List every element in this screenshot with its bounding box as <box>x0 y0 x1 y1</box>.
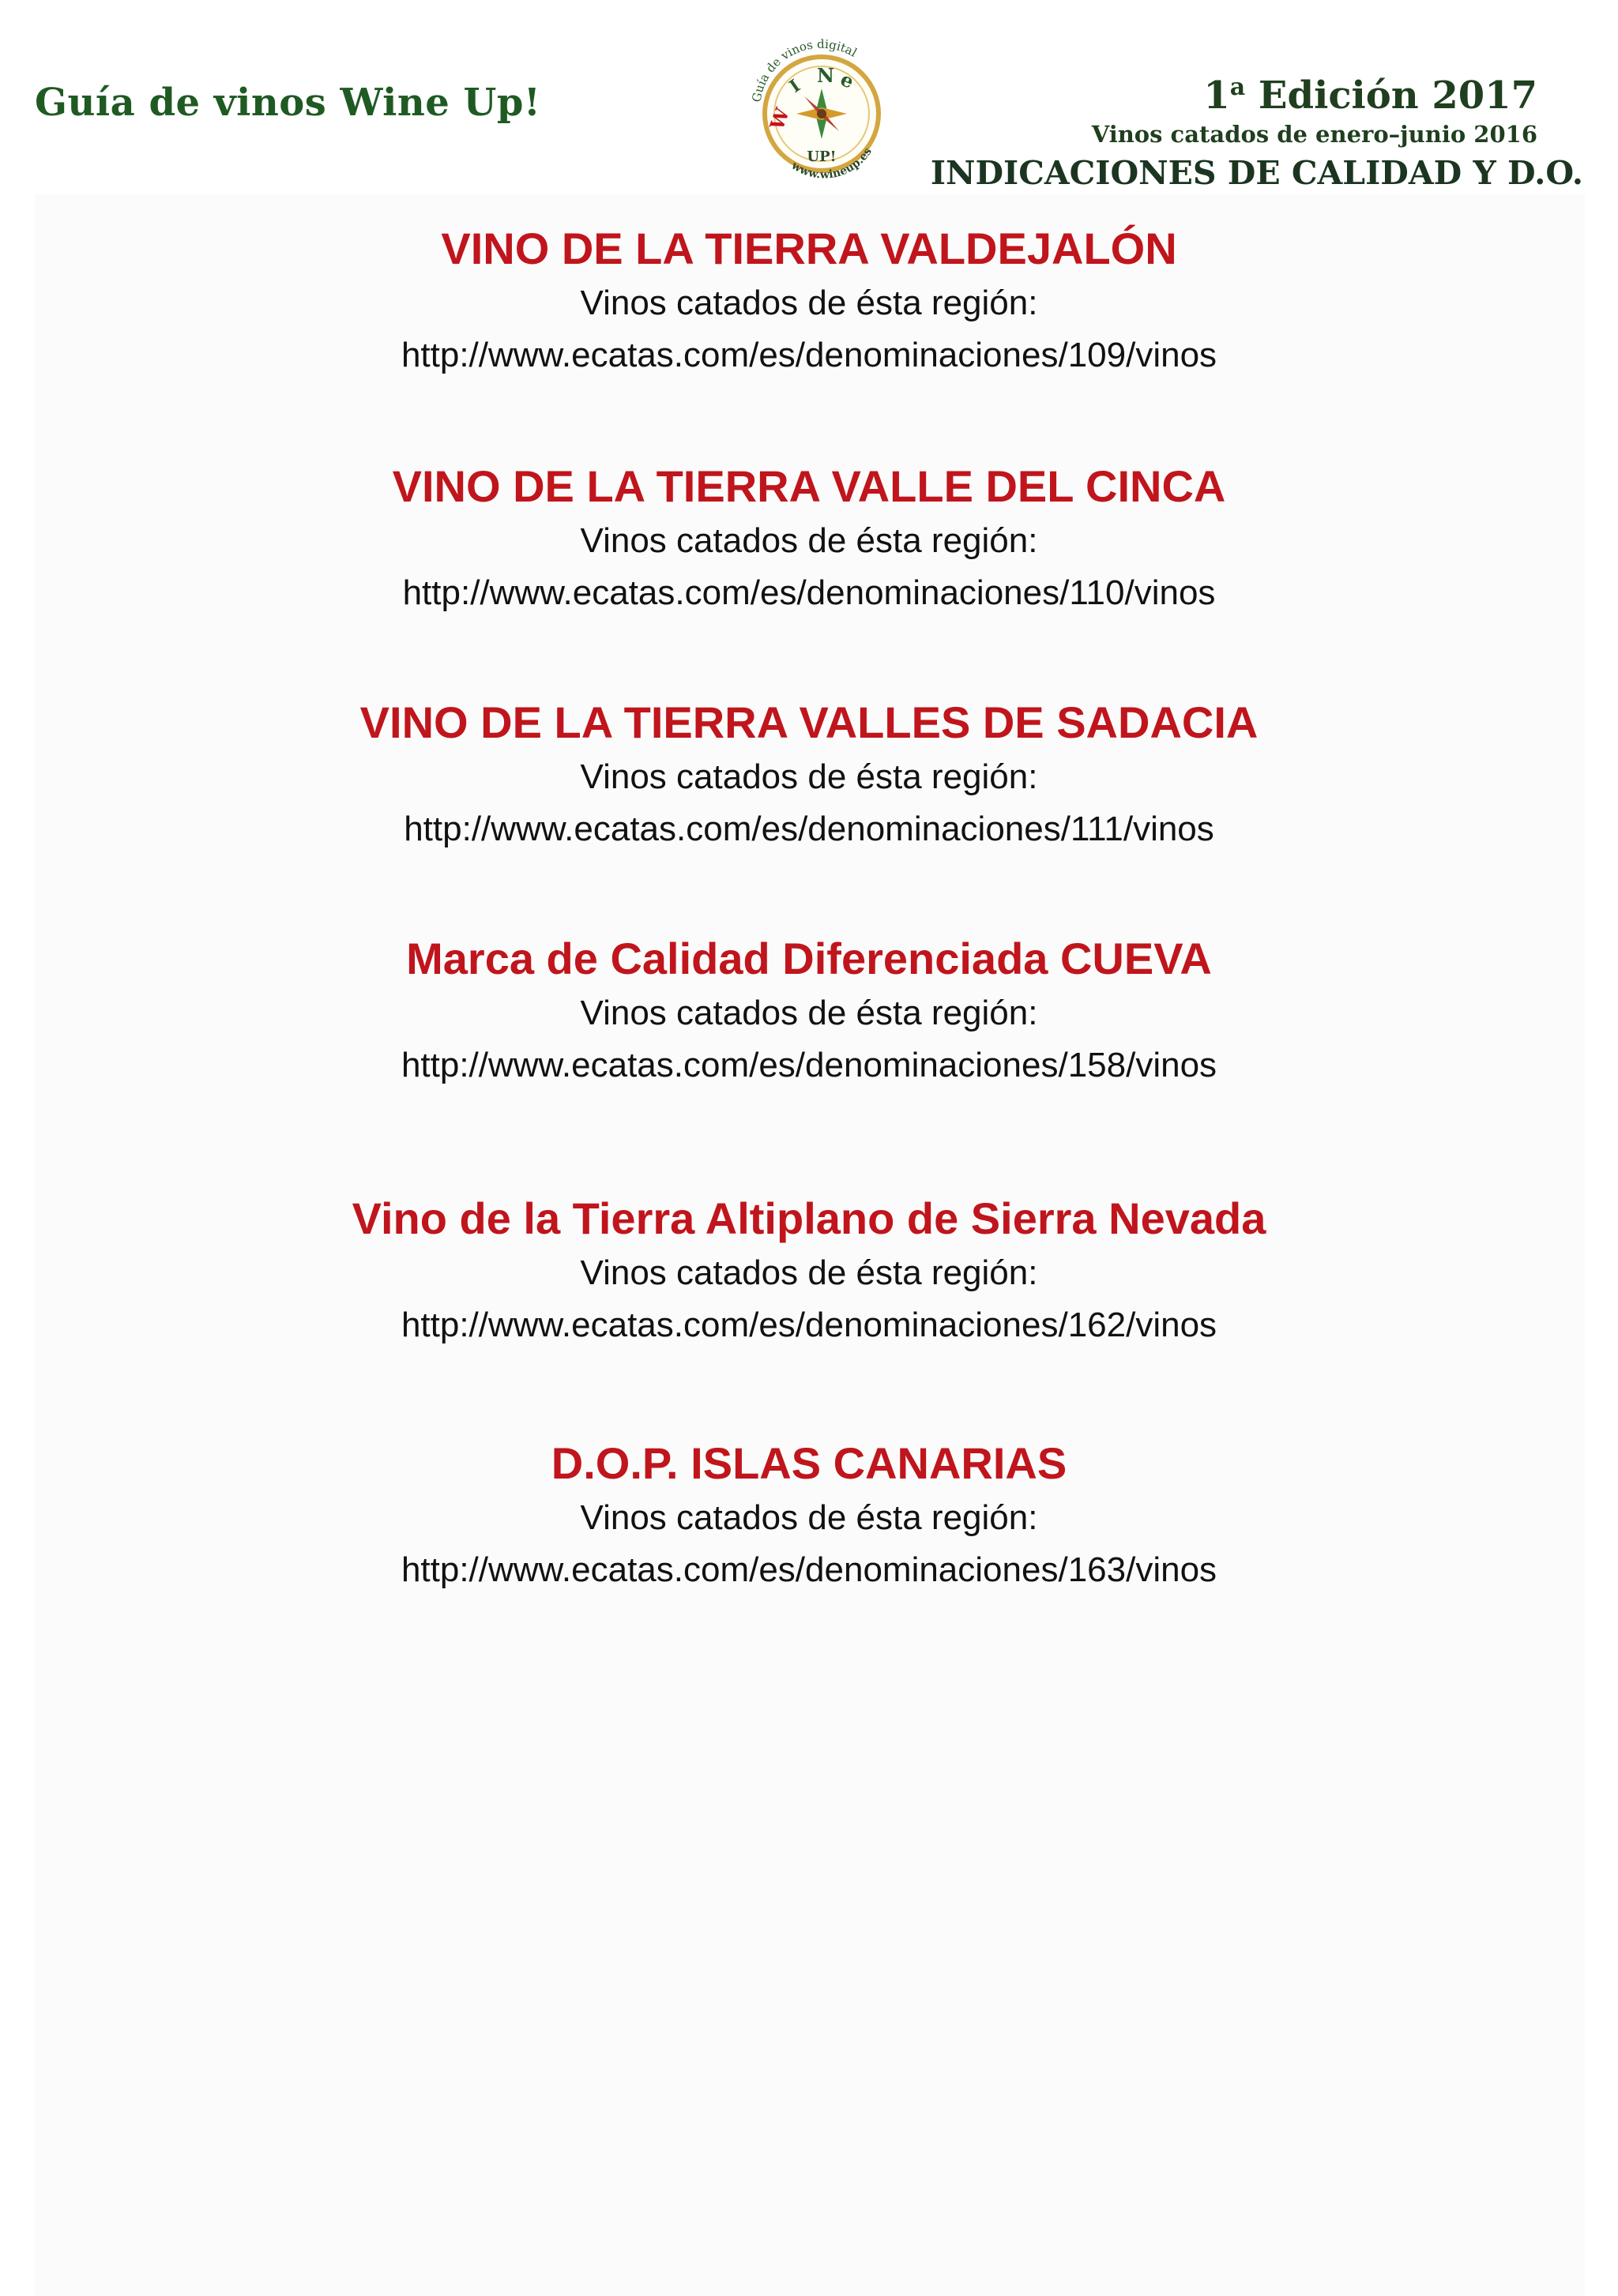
region-name: VINO DE LA TIERRA VALDEJALÓN <box>441 224 1177 273</box>
guide-title: Guía de vinos Wine Up! <box>35 81 541 125</box>
logo-ring-text: Guía de vinos digital <box>749 36 860 103</box>
region-caption: Vinos catados de ésta región: <box>580 521 1038 560</box>
region-link[interactable]: http://www.ecatas.com/es/denominaciones/109/vinos <box>401 336 1217 374</box>
edition-block <box>872 65 1583 196</box>
region-caption: Vinos catados de ésta región: <box>580 994 1038 1032</box>
region-block <box>0 220 1618 381</box>
logo-letter-n: N <box>817 64 834 87</box>
page-header <box>0 0 1618 190</box>
region-caption: Vinos catados de ésta región: <box>580 757 1038 796</box>
region-block <box>0 694 1618 855</box>
region-link[interactable]: http://www.ecatas.com/es/denominaciones/162/vinos <box>401 1306 1217 1344</box>
region-name: VINO DE LA TIERRA VALLE DEL CINCA <box>392 461 1226 511</box>
region-block <box>0 458 1618 619</box>
region-name: Vino de la Tierra Altiplano de Sierra Nevada <box>352 1193 1266 1243</box>
region-link[interactable]: http://www.ecatas.com/es/denominaciones/163/vinos <box>401 1550 1217 1589</box>
region-block <box>0 1190 1618 1351</box>
region-link[interactable]: http://www.ecatas.com/es/denominaciones/110/vinos <box>402 573 1216 612</box>
logo-letter-e: e <box>837 67 858 93</box>
region-caption: Vinos catados de ésta región: <box>580 1498 1038 1537</box>
region-caption: Vinos catados de ésta región: <box>580 1253 1038 1292</box>
logo-url-text: www.wineup.es <box>788 145 875 182</box>
region-name: VINO DE LA TIERRA VALLES DE SADACIA <box>359 697 1259 747</box>
logo-letter-i: I <box>785 75 804 97</box>
edition-subtitle: Vinos catados de enero–junio 2016 <box>1091 121 1537 148</box>
category-title: INDICACIONES DE CALIDAD Y D.O. <box>930 154 1583 192</box>
edition-title: 1$^a$ Edición 2017 <box>1203 73 1537 118</box>
region-caption: Vinos catados de ésta región: <box>580 284 1038 322</box>
region-block <box>0 930 1618 1092</box>
logo-letter-w: W <box>765 104 794 133</box>
region-block <box>0 1435 1618 1596</box>
region-link[interactable]: http://www.ecatas.com/es/denominaciones/111/vinos <box>404 810 1214 848</box>
logo-up-text: UP! <box>807 148 837 165</box>
region-name: Marca de Calidad Diferenciada CUEVA <box>406 934 1212 983</box>
region-link[interactable]: http://www.ecatas.com/es/denominaciones/158/vinos <box>401 1046 1217 1084</box>
region-name: D.O.P. ISLAS CANARIAS <box>551 1438 1067 1488</box>
